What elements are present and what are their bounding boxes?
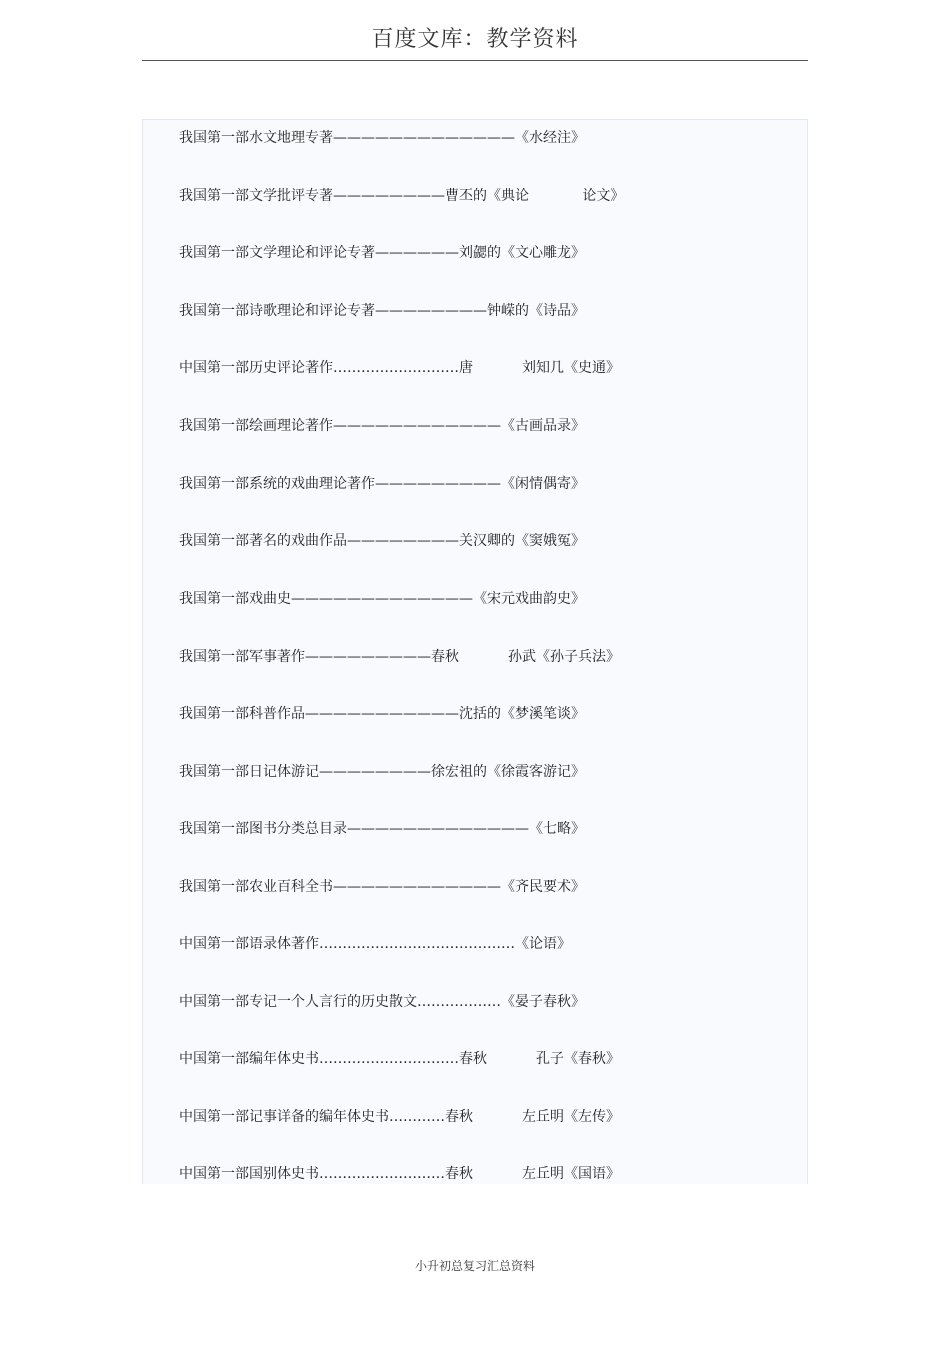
list-item: 我国第一部农业百科全书————————————《齐民要术》	[179, 879, 585, 895]
list-item: 我国第一部诗歌理论和评论专著————————钟嵘的《诗品》	[179, 303, 585, 319]
page-footer: 小升初总复习汇总资料	[414, 1259, 535, 1273]
list-item: 我国第一部绘画理论著作————————————《古画品录》	[179, 418, 585, 434]
list-item: 中国第一部编年体史书…………………………春秋 孔子《春秋》	[179, 1051, 620, 1067]
list-item: 中国第一部记事详备的编年体史书…………春秋 左丘明《左传》	[179, 1109, 620, 1125]
page-title: 百度文库：教学资料	[371, 27, 579, 52]
list-item: 我国第一部戏曲史—————————————《宋元戏曲韵史》	[179, 591, 585, 607]
content-box	[142, 119, 808, 1184]
list-item: 中国第一部历史评论著作………………………唐 刘知几《史通》	[179, 360, 620, 376]
list-item: 中国第一部语录体著作……………………………………《论语》	[179, 936, 571, 952]
list-item: 我国第一部著名的戏曲作品————————关汉卿的《窦娥冤》	[179, 533, 585, 549]
list-item: 我国第一部系统的戏曲理论著作—————————《闲情偶寄》	[179, 476, 585, 492]
list-item: 我国第一部军事著作—————————春秋 孙武《孙子兵法》	[179, 649, 620, 665]
list-item: 我国第一部科普作品———————————沈括的《梦溪笔谈》	[179, 706, 585, 722]
list-item: 我国第一部文学理论和评论专著——————刘勰的《文心雕龙》	[179, 245, 585, 261]
list-item: 中国第一部专记一个人言行的历史散文………………《晏子春秋》	[179, 994, 585, 1010]
page-header	[142, 20, 808, 61]
list-item: 我国第一部水文地理专著—————————————《水经注》	[179, 130, 585, 146]
list-item: 我国第一部图书分类总目录—————————————《七略》	[179, 821, 585, 837]
list-item: 我国第一部日记体游记————————徐宏祖的《徐霞客游记》	[179, 764, 585, 780]
list-item: 中国第一部国别体史书………………………春秋 左丘明《国语》	[179, 1166, 620, 1182]
list-item: 我国第一部文学批评专著————————曹丕的《典论 论文》	[179, 188, 625, 204]
